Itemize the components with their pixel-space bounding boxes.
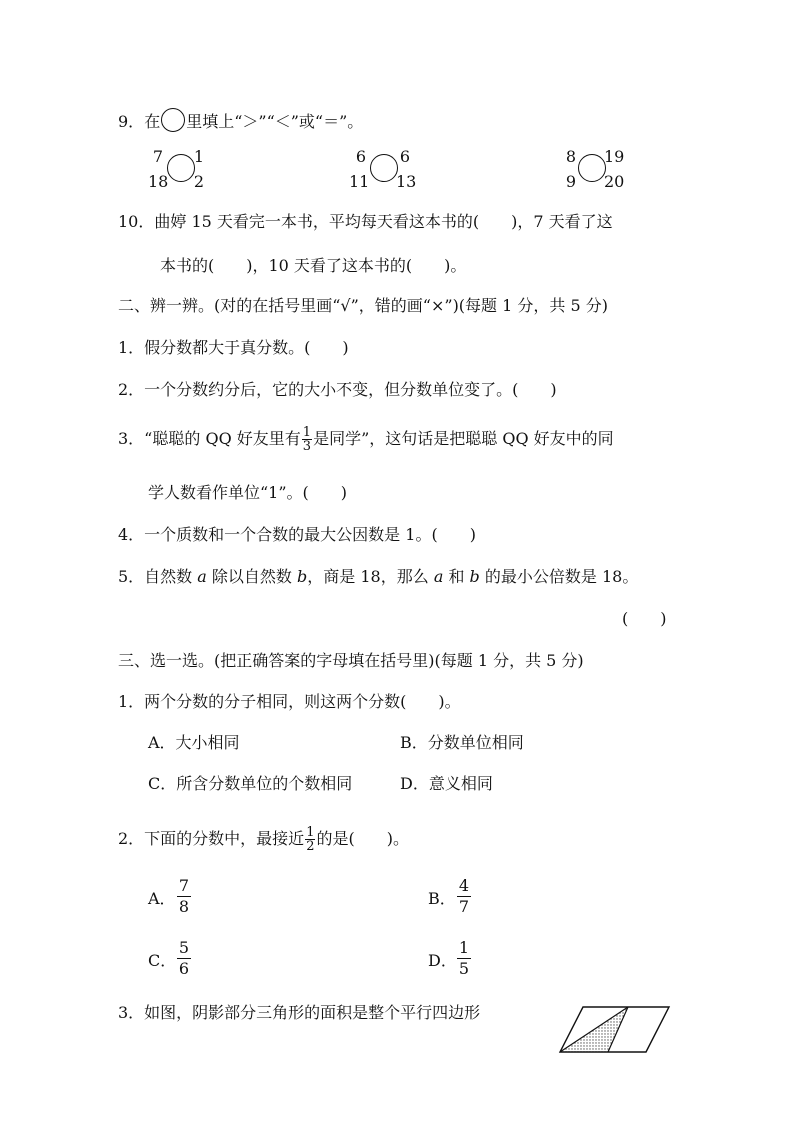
option-c[interactable]: C．所含分数单位的个数相同 [148,774,353,793]
section-2-heading: 二、辨一辨。(对的在括号里画“√”，错的画“×”)(每题 1 分，共 5 分) [118,296,608,315]
q3-text-b: 是同学”，这句话是把聪聪 QQ 好友中的同 [313,429,614,448]
q5-text: 5．自然数 [118,567,198,586]
option-label: D． [428,951,457,970]
frac-numerator: 1 [302,425,312,440]
compare-circle[interactable] [578,154,606,182]
sec2-question-5 [118,567,638,587]
q9-text-b: 里填上“＞”“＜”或“＝”。 [186,112,364,131]
option-label: C． [148,951,177,970]
frac-denominator: 2 [306,839,315,854]
sec2-question-4: 4．一个质数和一个合数的最大公因数是 1。( ) [118,525,476,544]
frac-denominator: 13 [396,172,417,191]
q9-line [118,108,363,132]
q9-number: 9． [118,112,145,131]
q3-text-a: 3．“聪聪的 QQ 好友里有 [118,429,301,448]
option-b[interactable]: B．分数单位相同 [400,733,524,752]
frac-denominator: 9 [565,172,577,191]
frac-numerator: 6 [399,147,411,166]
section-3-heading: 三、选一选。(把正确答案的字母填在括号里)(每题 1 分，共 5 分) [118,651,584,670]
q5-text: ，商是 18，那么 [307,567,434,586]
answer-paren[interactable]: ( ) [622,609,667,628]
frac-denominator: 2 [193,172,205,191]
frac-denominator: 8 [178,897,190,916]
frac-numerator: 6 [355,147,367,166]
frac-denominator: 11 [349,172,370,191]
q10-line-1: 10．曲婷 15 天看完一本书，平均每天看这本书的( )，7 天看了这 [118,212,613,231]
sec3-question-3: 3．如图，阴影部分三角形的面积是整个平行四边形 [118,1003,481,1022]
frac-numerator: 19 [604,147,625,166]
option-label: B． [428,889,456,908]
frac-numerator: 1 [193,147,205,166]
sec2-question-1: 1．假分数都大于真分数。( ) [118,338,349,357]
option-fraction [457,876,471,917]
frac-denominator: 3 [302,439,312,454]
option-fraction [177,876,191,917]
frac-numerator: 5 [178,938,190,957]
option-label: A． [148,889,176,908]
frac-numerator: 7 [152,147,164,166]
frac-numerator: 8 [565,147,577,166]
variable-a: a [433,567,444,586]
frac-denominator: 7 [458,897,470,916]
variable-a: a [197,567,207,586]
sec2-question-3 [118,426,614,453]
sec2-question-2: 2．一个分数约分后，它的大小不变，但分数单位变了。( ) [118,380,557,399]
frac-denominator: 6 [178,959,190,978]
option-d[interactable]: D．意义相同 [400,774,493,793]
q5-text: 的最小公倍数是 18。 [479,567,639,586]
frac-numerator: 1 [458,938,470,957]
sec2-question-3-line-2: 学人数看作单位“1”。( ) [148,483,348,502]
q10-line-2: 本书的( )，10 天看了这本书的( )。 [160,256,467,275]
q2-text-a: 2．下面的分数中，最接近 [118,829,305,848]
compare-circle[interactable] [370,154,398,182]
variable-b: b [297,567,308,586]
frac-numerator: 4 [458,876,470,895]
inline-fraction [302,426,312,453]
frac-denominator: 5 [458,959,470,978]
frac-numerator: 7 [178,876,190,895]
sec3-question-2 [118,826,409,853]
sec3-question-1: 1．两个分数的分子相同，则这两个分数( )。 [118,692,461,711]
q5-text: 除以自然数 [206,567,298,586]
frac-denominator: 20 [604,172,625,191]
option-a[interactable]: A．大小相同 [148,733,240,752]
parallelogram-figure [556,1003,672,1055]
q5-text: 和 [443,567,470,586]
option-fraction [177,938,191,979]
blank-circle[interactable] [161,108,185,132]
q2-text-b: 的是( )。 [316,829,409,848]
frac-numerator: 1 [306,825,315,840]
frac-denominator: 18 [148,172,169,191]
variable-b: b [469,567,480,586]
q9-text-a: 在 [144,112,161,131]
option-fraction [457,938,471,979]
inline-fraction [305,826,315,853]
